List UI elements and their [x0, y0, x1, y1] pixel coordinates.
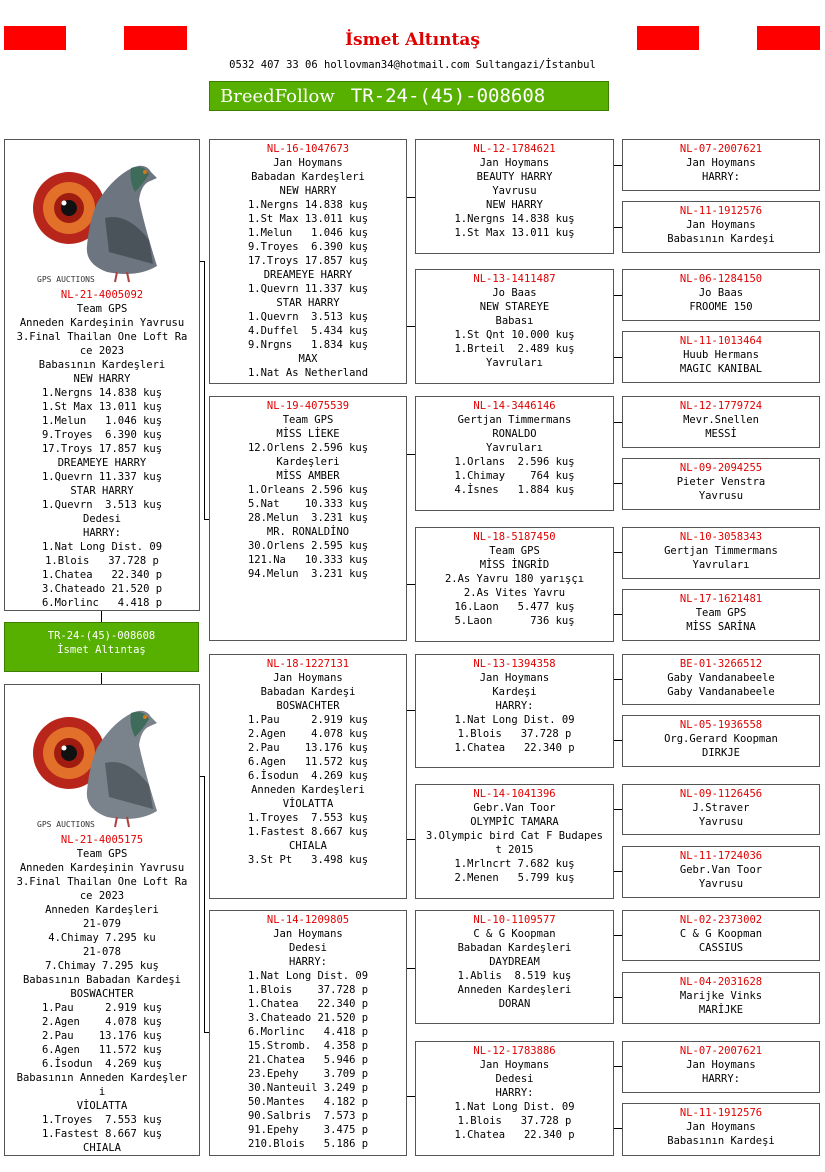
pedigree-line: 5.Nat 10.333 kuş	[247, 498, 369, 510]
pedigree-line: 90.Salbris 7.573 p	[247, 1110, 369, 1122]
pedigree-line: ce 2023	[79, 890, 125, 902]
pedigree-line: DORAN	[498, 998, 531, 1010]
pedigree-line: Gebr.Van Toor	[473, 802, 556, 814]
great-grandparent-card[interactable]	[415, 1041, 614, 1156]
pedigree-line: HARRY:	[702, 171, 740, 183]
great-great-grandparent-card[interactable]	[622, 269, 820, 321]
pedigree-line: Yavrusu	[698, 490, 744, 502]
pedigree-line: 21-078	[83, 946, 121, 958]
pedigree-line: Org.Gerard Koopman	[664, 733, 778, 745]
pedigree-line: Babasının Babadan Kardeşi	[22, 974, 182, 986]
great-grandparent-card[interactable]	[415, 654, 614, 768]
pedigree-line: 21.Chatea 5.946 p	[247, 1054, 369, 1066]
pedigree-line: Anneden Kardeşleri	[45, 904, 159, 916]
connector	[406, 710, 415, 711]
pigeon-ring: BE-01-3266512	[679, 658, 763, 670]
pedigree-line: 3.St Pt 3.498 kuş	[247, 854, 369, 866]
pedigree-line: 4.Chimay 7.295 ku	[48, 932, 156, 944]
pedigree-line: Anneden Kardeşleri	[251, 784, 365, 796]
pedigree-line: 1.Quevrn 3.513 kuş	[247, 311, 369, 323]
pedigree-line: DIRKJE	[702, 747, 740, 759]
pedigree-line: J.Straver	[692, 802, 750, 814]
connector	[406, 584, 415, 585]
connector	[613, 997, 622, 998]
pedigree-line: NEW HARRY	[73, 373, 131, 385]
connector	[406, 197, 415, 198]
pedigree-line: Yavrusu	[698, 816, 744, 828]
pedigree-line: 1.Nat Long Dist. 09	[454, 714, 575, 726]
pedigree-line: 6.Agen 11.572 kuş	[41, 1044, 163, 1056]
great-great-grandparent-card[interactable]	[622, 1041, 820, 1093]
great-grandparent-card[interactable]	[415, 396, 614, 511]
pedigree-line: Kardeşleri	[276, 456, 340, 468]
pedigree-line: 4.İsnes 1.884 kuş	[454, 484, 575, 496]
pigeon-ring: NL-11-1724036	[679, 850, 763, 862]
pedigree-line: 1.Nergns 14.838 kuş	[41, 387, 163, 399]
pedigree-line: 1.Ablis 8.519 kuş	[457, 970, 572, 982]
connector	[101, 611, 102, 622]
pedigree-line: 2.Menen 5.799 kuş	[454, 872, 575, 884]
pedigree-line: NEW HARRY	[486, 199, 543, 211]
connector	[406, 326, 415, 327]
pedigree-line: MAX	[298, 353, 318, 365]
connector	[613, 483, 622, 484]
pedigree-line: Huub Hermans	[683, 349, 759, 361]
pedigree-line: HARRY:	[702, 1073, 740, 1085]
pedigree-line: 1.Nat As Netherland	[247, 367, 369, 379]
pedigree-line: 1.St Max 13.011 kuş	[247, 213, 369, 225]
pedigree-line: t 2015	[495, 844, 534, 856]
pedigree-line: Yavruları	[486, 357, 543, 369]
pedigree-line: 3.Final Thailan One Loft Ra	[16, 331, 188, 343]
pedigree-line: Jan Hoymans	[273, 928, 343, 940]
pedigree-line: 30.Nanteuil 3.249 p	[247, 1082, 369, 1094]
pedigree-line: HARRY:	[83, 527, 121, 539]
pedigree-line: 7.Chimay 7.295 kuş	[45, 960, 159, 972]
pedigree-line: BEAUTY HARRY	[476, 171, 553, 183]
pedigree-line: CASSIUS	[698, 942, 744, 954]
pedigree-line: Jan Hoymans	[273, 157, 343, 169]
pedigree-line: 1.Nat Long Dist. 09	[41, 541, 163, 553]
pedigree-line: 6.İsodun 4.269 kuş	[247, 770, 369, 782]
great-great-grandparent-card[interactable]	[622, 139, 820, 191]
pedigree-line: Babasının Anneden Kardeşler	[16, 1072, 188, 1084]
pedigree-line: 121.Na 10.333 kuş	[247, 554, 369, 566]
pedigree-line: Gebr.Van Toor	[679, 864, 763, 876]
great-grandparent-card[interactable]	[415, 910, 614, 1024]
pigeon-ring: NL-12-1783886	[473, 1045, 556, 1057]
connector	[613, 227, 622, 228]
breeder-name: İsmet Altıntaş	[345, 30, 480, 50]
pedigree-line: 2.As Yavru 180 yarışçı	[444, 573, 585, 585]
pedigree-line: 1.Quevrn 11.337 kuş	[247, 283, 369, 295]
pedigree-line: 1.Melun 1.046 kuş	[41, 415, 163, 427]
sire-card[interactable]	[4, 139, 200, 611]
pedigree-line: Yavruları	[486, 442, 543, 454]
connector	[204, 776, 205, 1032]
pedigree-line: 1.Brteil 2.489 kuş	[454, 343, 575, 355]
great-grandparent-card[interactable]	[415, 784, 614, 899]
pedigree-line: Jan Hoymans	[273, 672, 343, 684]
pedigree-line: 6.Morlinc 4.418 p	[41, 597, 163, 609]
connector	[406, 968, 415, 969]
pedigree-line: 6.Morlinc 4.418 p	[247, 1026, 369, 1038]
pedigree-line: 1.Melun 1.046 kuş	[247, 227, 369, 239]
pedigree-line: 1.St Max 13.011 kuş	[454, 227, 575, 239]
pigeon-ring: NL-13-1411487	[473, 273, 556, 285]
pedigree-line: Anneden Kardeşinin Yavrusu	[19, 862, 185, 874]
pedigree-line: 1.St Qnt 10.000 kuş	[454, 329, 575, 341]
pedigree-line: Dedesi	[495, 1073, 534, 1085]
great-great-grandparent-card[interactable]	[622, 589, 820, 641]
photo-watermark: GPS AUCTIONS	[37, 820, 95, 829]
pedigree-line: MR. RONALDİNO	[266, 526, 350, 538]
pedigree-line: NEW HARRY	[279, 185, 337, 197]
connector	[613, 422, 622, 423]
pedigree-line: Marijke Vinks	[679, 990, 763, 1002]
pedigree-line: Dedesi	[289, 942, 327, 954]
pedigree-line: NEW STAREYE	[479, 301, 550, 313]
pedigree-line: Team GPS	[76, 848, 128, 860]
pedigree-line: 4.Duffel 5.434 kuş	[247, 325, 369, 337]
pedigree-line: 9.Troyes 6.390 kuş	[41, 429, 163, 441]
pedigree-line: 15.Stromb. 4.358 p	[247, 1040, 369, 1052]
pedigree-line: Jan Hoymans	[686, 157, 756, 169]
connector	[613, 809, 622, 810]
connector	[613, 357, 622, 358]
pedigree-line: 16.Laon 5.477 kuş	[454, 601, 575, 613]
photo-watermark: GPS AUCTIONS	[37, 275, 95, 284]
pedigree-line: 23.Epehy 3.709 p	[247, 1068, 369, 1080]
connector	[613, 740, 622, 741]
pedigree-line: Gertjan Timmermans	[457, 414, 572, 426]
pigeon-ring: NL-04-2031628	[679, 976, 763, 988]
pigeon-ring: NL-09-1126456	[679, 788, 763, 800]
connector	[613, 552, 622, 553]
pedigree-line: i	[98, 1086, 106, 1098]
pigeon-photo	[27, 693, 177, 833]
pedigree-line: 2.As Vites Yavru	[463, 587, 566, 599]
pedigree-line: 2.Pau 13.176 kuş	[41, 1030, 163, 1042]
pedigree-line: Gertjan Timmermans	[664, 545, 778, 557]
pedigree-line: Mevr.Snellen	[683, 414, 759, 426]
pedigree-line: C & G Koopman	[679, 928, 763, 940]
great-great-grandparent-card[interactable]	[622, 527, 820, 579]
pedigree-line: 1.Chatea 22.340 p	[247, 998, 369, 1010]
pedigree-line: OLYMPİC TAMARA	[470, 816, 559, 828]
great-grandparent-card[interactable]	[415, 139, 614, 254]
great-great-grandparent-card[interactable]	[622, 910, 820, 961]
pedigree-line: 1.Quevrn 11.337 kuş	[41, 471, 163, 483]
pedigree-line: 6.Agen 11.572 kuş	[247, 756, 369, 768]
pigeon-photo	[27, 148, 177, 288]
pigeon-ring: NL-02-2373002	[679, 914, 763, 926]
pedigree-line: Yavruları	[692, 559, 750, 571]
pedigree-line: MESSİ	[705, 428, 737, 440]
pigeon-ring: NL-18-1227131	[266, 658, 350, 670]
pedigree-line: 28.Melun 3.231 kuş	[247, 512, 369, 524]
pedigree-line: Team GPS	[76, 303, 128, 315]
pedigree-line: STAR HARRY	[70, 485, 134, 497]
pedigree-line: CHIALA	[289, 840, 327, 852]
pigeon-ring: NL-21-4005092	[60, 289, 144, 301]
pedigree-line: Gaby Vandanabeele	[667, 686, 775, 698]
pigeon-ring: NL-12-1779724	[679, 400, 763, 412]
pedigree-line: 3.Final Thailan One Loft Ra	[16, 876, 188, 888]
pigeon-ring: NL-06-1284150	[679, 273, 763, 285]
brand-label: BreedFollow	[220, 85, 335, 107]
pedigree-line: 1.Chimay 764 kuş	[454, 470, 575, 482]
pedigree-line: Team GPS	[489, 545, 540, 557]
pedigree-line: DREAMEYE HARRY	[57, 457, 147, 469]
pedigree-line: MİSS İNGRİD	[479, 559, 550, 571]
pedigree-line: 1.Fastest 8.667 kuş	[247, 826, 369, 838]
great-great-grandparent-card[interactable]	[622, 331, 820, 383]
connector	[406, 454, 415, 455]
pigeon-ring: NL-07-2007621	[679, 143, 763, 155]
pedigree-line: Babadan Kardeşleri	[251, 171, 365, 183]
connector	[204, 261, 205, 519]
pedigree-line: 1.Orleans 2.596 kuş	[247, 484, 369, 496]
grandparent-card[interactable]	[209, 396, 407, 641]
pedigree-line: 1.Troyes 7.553 kuş	[41, 1114, 163, 1126]
pedigree-line: VİOLATTA	[76, 1100, 128, 1112]
pedigree-line: VİOLATTA	[282, 798, 334, 810]
pedigree-line: MARİJKE	[698, 1004, 744, 1016]
grandparent-card[interactable]	[209, 910, 407, 1156]
great-great-grandparent-card[interactable]	[622, 396, 820, 448]
pedigree-line: CHIALA	[83, 1142, 121, 1154]
pedigree-line: 2.Agen 4.078 kuş	[41, 1016, 163, 1028]
pedigree-line: RONALDO	[492, 428, 537, 440]
great-great-grandparent-card[interactable]	[622, 654, 820, 705]
pedigree-line: 210.Blois 5.186 p	[247, 1138, 369, 1150]
pedigree-line: ce 2023	[79, 345, 125, 357]
pedigree-line: Yavrusu	[492, 185, 537, 197]
pigeon-ring: NL-18-5187450	[473, 531, 556, 543]
connector	[613, 295, 622, 296]
contact-info: 0532 407 33 06 hollovman34@hotmail.com Sultangazi/İstanbul	[229, 59, 596, 71]
pedigree-line: Kardeşi	[492, 686, 537, 698]
pedigree-line: 1.Nergns 14.838 kuş	[247, 199, 369, 211]
pedigree-line: Dedesi	[83, 513, 121, 525]
pedigree-line: HARRY:	[495, 700, 534, 712]
dam-card[interactable]	[4, 684, 200, 1156]
pedigree-line: Babası	[495, 315, 534, 327]
pedigree-line: Gaby Vandanabeele	[667, 672, 775, 684]
great-great-grandparent-card[interactable]	[622, 972, 820, 1024]
pigeon-ring: NL-16-1047673	[266, 143, 350, 155]
great-great-grandparent-card[interactable]	[622, 458, 820, 510]
pedigree-line: Jo Baas	[698, 287, 744, 299]
pedigree-line: 1.Quevrn 3.513 kuş	[41, 499, 163, 511]
pigeon-ring: NL-10-1109577	[473, 914, 556, 926]
pigeon-ring: NL-09-2094255	[679, 462, 763, 474]
connector	[613, 1128, 622, 1129]
pedigree-line: BOSWACHTER	[276, 700, 340, 712]
great-great-grandparent-card[interactable]	[622, 715, 820, 767]
pigeon-ring: NL-21-4005175	[60, 834, 144, 846]
pigeon-ring: NL-11-1912576	[679, 1107, 763, 1119]
pedigree-line: 2.Agen 4.078 kuş	[247, 728, 369, 740]
pedigree-line: Babasının Kardeşleri	[38, 359, 166, 371]
great-grandparent-card[interactable]	[415, 527, 614, 642]
pedigree-line: Jan Hoymans	[686, 1059, 756, 1071]
pedigree-line: 1.St Max 13.011 kuş	[41, 401, 163, 413]
pedigree-line: MİSS SARİNA	[686, 621, 756, 633]
grandparent-card[interactable]	[209, 654, 407, 899]
great-great-grandparent-card[interactable]	[622, 201, 820, 253]
pedigree-line: Babadan Kardeşi	[260, 686, 356, 698]
pigeon-ring: NL-05-1936558	[679, 719, 763, 731]
connector	[613, 935, 622, 936]
pedigree-line: Anneden Kardeşinin Yavrusu	[19, 317, 185, 329]
subject-owner: İsmet Altıntaş	[57, 644, 146, 656]
great-great-grandparent-card[interactable]	[622, 1103, 820, 1156]
pigeon-ring: NL-11-1013464	[679, 335, 763, 347]
pedigree-line: Team GPS	[695, 607, 747, 619]
pedigree-line: 91.Epehy 3.475 p	[247, 1124, 369, 1136]
pedigree-line: 17.Troys 17.857 kuş	[41, 443, 163, 455]
pedigree-line: Jan Hoymans	[479, 1059, 550, 1071]
pedigree-line: Jan Hoymans	[479, 672, 550, 684]
pedigree-line: 5.Laon 736 kuş	[454, 615, 575, 627]
pigeon-ring: NL-14-1041396	[473, 788, 556, 800]
pedigree-line: DAYDREAM	[489, 956, 540, 968]
pedigree-line: MAGIC KANIBAL	[679, 363, 763, 375]
pedigree-line: 1.Troyes 7.553 kuş	[247, 812, 369, 824]
great-grandparent-card[interactable]	[415, 269, 614, 384]
pedigree-line: 3.Chateado 21.520 p	[41, 583, 163, 595]
pedigree-line: 30.Orlens 2.595 kuş	[247, 540, 369, 552]
connector	[613, 165, 622, 166]
pigeon-ring: NL-14-1209805	[266, 914, 350, 926]
subject-card[interactable]	[4, 622, 199, 672]
pedigree-line: 94.Melun 3.231 kuş	[247, 568, 369, 580]
connector	[613, 1066, 622, 1067]
pedigree-line: 1.Chatea 22.340 p	[454, 742, 575, 754]
pedigree-line: STAR HARRY	[276, 297, 340, 309]
pedigree-line: Babasının Kardeşi	[667, 1135, 775, 1147]
pedigree-line: Jan Hoymans	[686, 219, 756, 231]
pedigree-line: 3.Olympic bird Cat F Budapes	[425, 830, 603, 842]
pedigree-line: MİSS LİEKE	[276, 428, 340, 440]
connector	[406, 839, 415, 840]
pedigree-line: FROOME 150	[689, 301, 753, 313]
connector	[613, 871, 622, 872]
pigeon-ring: NL-14-3446146	[473, 400, 556, 412]
pedigree-line: 1.Fastest 8.667 kuş	[41, 1128, 163, 1140]
banner-ring: TR-24-(45)-008608	[350, 85, 546, 107]
pedigree-line: 50.Mantes 4.182 p	[247, 1096, 369, 1108]
pedigree-line: 6.İsodun 4.269 kuş	[41, 1058, 163, 1070]
connector	[613, 679, 622, 680]
great-great-grandparent-card[interactable]	[622, 784, 820, 835]
pedigree-line: 1.Chatea 22.340 p	[454, 1129, 575, 1141]
pedigree-line: 1.Blois 37.728 p	[247, 984, 369, 996]
pedigree-line: 1.Mrlncrt 7.682 kuş	[454, 858, 575, 870]
pedigree-line: 9.Nrgns 1.834 kuş	[247, 339, 369, 351]
pedigree-line: HARRY:	[289, 956, 327, 968]
connector	[101, 673, 102, 684]
pedigree-line: 1.Blois 37.728 p	[457, 1115, 572, 1127]
pigeon-ring: NL-17-1621481	[679, 593, 763, 605]
pedigree-line: 3.Chateado 21.520 p	[247, 1012, 369, 1024]
pedigree-line: 2.Pau 13.176 kuş	[247, 742, 369, 754]
pedigree-line: Jan Hoymans	[479, 157, 550, 169]
pedigree-line: MİSS AMBER	[276, 470, 340, 482]
pedigree-line: HARRY:	[495, 1087, 534, 1099]
pedigree-line: Babasının Kardeşi	[667, 233, 775, 245]
connector	[613, 614, 622, 615]
pedigree-line: 21-079	[83, 918, 121, 930]
pedigree-line: 12.Orlens 2.596 kuş	[247, 442, 369, 454]
pedigree-line: Jo Baas	[492, 287, 537, 299]
pedigree-line: Anneden Kardeşleri	[457, 984, 572, 996]
pedigree-line: 1.Nergns 14.838 kuş	[454, 213, 575, 225]
pigeon-ring: NL-11-1912576	[679, 205, 763, 217]
pedigree-line: Jan Hoymans	[686, 1121, 756, 1133]
pedigree-line: 1.Nat Long Dist. 09	[454, 1101, 575, 1113]
pigeon-ring: NL-07-2007621	[679, 1045, 763, 1057]
pedigree-line: 1.Blois 37.728 p	[457, 728, 572, 740]
pedigree-line: Team GPS	[282, 414, 334, 426]
pedigree-line: Babadan Kardeşleri	[457, 942, 572, 954]
pedigree-line: Pieter Venstra	[676, 476, 766, 488]
pigeon-ring: NL-12-1784621	[473, 143, 556, 155]
pedigree-line: 1.Pau 2.919 kuş	[247, 714, 369, 726]
pedigree-line: DREAMEYE HARRY	[263, 269, 353, 281]
pedigree-line: Yavrusu	[698, 878, 744, 890]
breedfollow-banner	[209, 81, 609, 111]
pedigree-line: 9.Troyes 6.390 kuş	[247, 241, 369, 253]
pigeon-ring: NL-19-4075539	[266, 400, 350, 412]
connector	[406, 1096, 415, 1097]
subject-ring: TR-24-(45)-008608	[47, 630, 156, 642]
great-great-grandparent-card[interactable]	[622, 846, 820, 898]
pedigree-line: 1.Blois 37.728 p	[45, 555, 159, 567]
pigeon-ring: NL-13-1394358	[473, 658, 556, 670]
pedigree-line: 1.Pau 2.919 kuş	[41, 1002, 163, 1014]
pedigree-line: 17.Troys 17.857 kuş	[247, 255, 369, 267]
pedigree-line: 1.Chatea 22.340 p	[41, 569, 163, 581]
pigeon-ring: NL-10-3058343	[679, 531, 763, 543]
pedigree-line: BOSWACHTER	[70, 988, 134, 1000]
pedigree-line: 1.Nat Long Dist. 09	[247, 970, 369, 982]
grandparent-card[interactable]	[209, 139, 407, 384]
pedigree-line: 1.Orlans 2.596 kuş	[454, 456, 575, 468]
pedigree-line: C & G Koopman	[473, 928, 556, 940]
